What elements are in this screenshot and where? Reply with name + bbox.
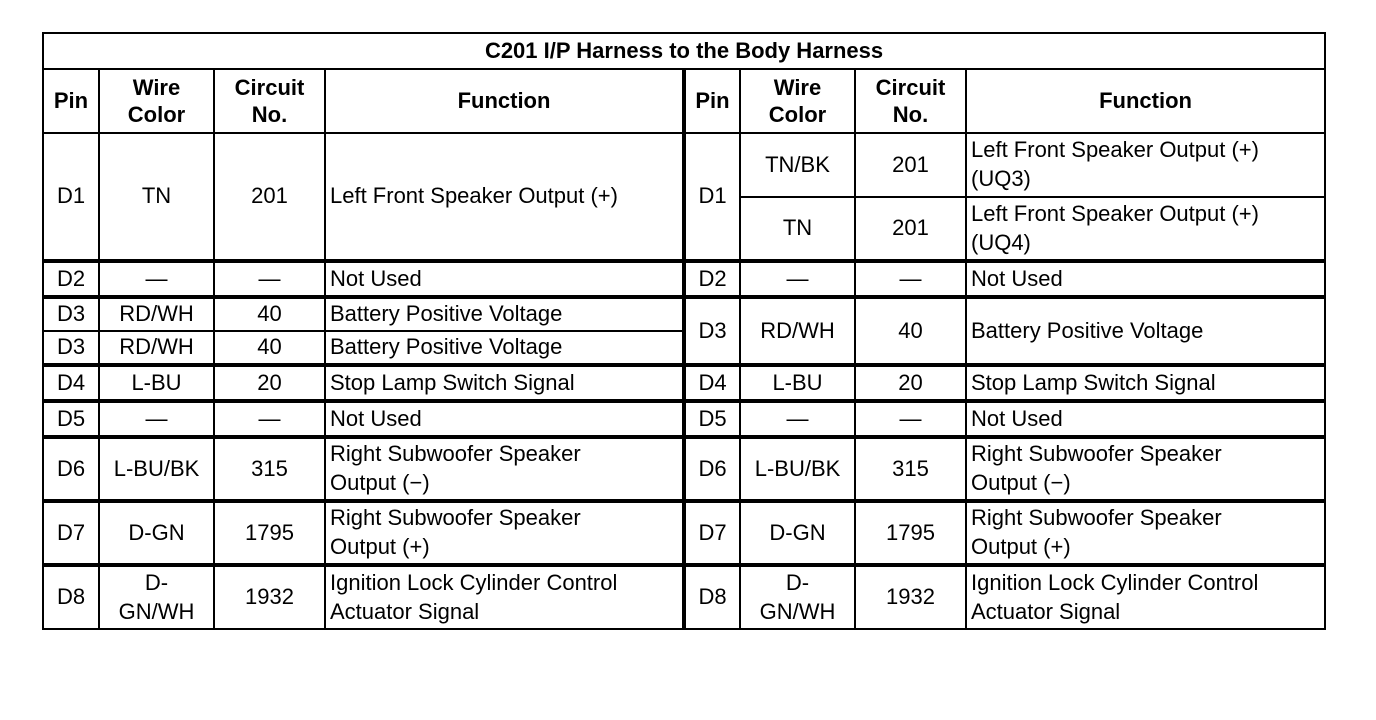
right-d1b-circuit: 201 bbox=[855, 197, 966, 261]
right-d7-function-line2: Output (+) bbox=[971, 534, 1071, 559]
table-row bbox=[43, 261, 1325, 297]
header-function-right: Function bbox=[966, 69, 1325, 133]
table-row bbox=[43, 437, 1325, 501]
left-d8-wire-line1: D- bbox=[144, 569, 169, 595]
header-wire-color-right bbox=[740, 69, 855, 133]
header-circuit bbox=[214, 69, 325, 133]
right-d1b-function-line1: Left Front Speaker Output (+) bbox=[971, 200, 1259, 226]
right-d7-circuit: 1795 bbox=[855, 501, 966, 565]
right-d8-pin: D8 bbox=[684, 565, 740, 629]
left-d5-pin: D5 bbox=[43, 401, 99, 437]
left-d2-function: Not Used bbox=[325, 261, 684, 297]
right-d1-pin: D1 bbox=[684, 133, 740, 261]
table-row bbox=[43, 401, 1325, 437]
left-d6-circuit: 315 bbox=[214, 437, 325, 501]
left-d2-circuit: — bbox=[214, 261, 325, 297]
right-d1b-function-line2: (UQ4) bbox=[971, 229, 1031, 255]
right-d8-wire-line2: GN/WH bbox=[759, 598, 836, 624]
right-d1b-function bbox=[966, 197, 1325, 261]
right-d2-wire: — bbox=[740, 261, 855, 297]
left-d8-function-line2: Actuator Signal bbox=[330, 598, 480, 624]
right-d2-pin: D2 bbox=[684, 261, 740, 297]
left-d1-circuit: 201 bbox=[214, 133, 325, 261]
right-d5-circuit: — bbox=[855, 401, 966, 437]
table-row bbox=[43, 365, 1325, 401]
header-wire-color-right-line2: Color bbox=[768, 102, 827, 127]
header-circuit-right bbox=[855, 69, 966, 133]
right-d8-wire bbox=[740, 565, 855, 629]
left-d5-function: Not Used bbox=[325, 401, 684, 437]
left-d7-function-line1: Right Subwoofer Speaker bbox=[330, 505, 581, 531]
right-d6-circuit: 315 bbox=[855, 437, 966, 501]
header-circuit-line2: No. bbox=[251, 102, 288, 127]
left-d3b-pin: D3 bbox=[43, 331, 99, 365]
left-d6-pin: D6 bbox=[43, 437, 99, 501]
table-row bbox=[43, 501, 1325, 565]
left-d6-function-line2: Output (−) bbox=[330, 470, 430, 495]
table-row bbox=[43, 133, 1325, 197]
left-d3a-function: Battery Positive Voltage bbox=[325, 297, 684, 331]
right-d1a-function bbox=[966, 133, 1325, 197]
right-d2-function: Not Used bbox=[966, 261, 1325, 297]
left-d3b-circuit: 40 bbox=[214, 331, 325, 365]
right-d5-pin: D5 bbox=[684, 401, 740, 437]
left-d8-pin: D8 bbox=[43, 565, 99, 629]
left-d4-wire: L-BU bbox=[99, 365, 214, 401]
title-row bbox=[43, 33, 1325, 69]
right-d4-function: Stop Lamp Switch Signal bbox=[966, 365, 1325, 401]
left-d3a-pin: D3 bbox=[43, 297, 99, 331]
left-d2-wire: — bbox=[99, 261, 214, 297]
header-wire-color-right-line1: Wire bbox=[773, 74, 822, 100]
left-d8-circuit: 1932 bbox=[214, 565, 325, 629]
header-function: Function bbox=[325, 69, 684, 133]
left-d1-function: Left Front Speaker Output (+) bbox=[325, 133, 684, 261]
left-d5-wire: — bbox=[99, 401, 214, 437]
left-d6-wire: L-BU/BK bbox=[99, 437, 214, 501]
left-d4-circuit: 20 bbox=[214, 365, 325, 401]
left-d8-function bbox=[325, 565, 684, 629]
right-d8-function-line1: Ignition Lock Cylinder Control bbox=[971, 569, 1259, 595]
right-d3-pin: D3 bbox=[684, 297, 740, 365]
right-d5-wire: — bbox=[740, 401, 855, 437]
table-row bbox=[43, 297, 1325, 331]
left-d5-circuit: — bbox=[214, 401, 325, 437]
right-d7-pin: D7 bbox=[684, 501, 740, 565]
left-d1-pin: D1 bbox=[43, 133, 99, 261]
right-d7-function bbox=[966, 501, 1325, 565]
right-d4-wire: L-BU bbox=[740, 365, 855, 401]
right-d6-wire: L-BU/BK bbox=[740, 437, 855, 501]
left-d2-pin: D2 bbox=[43, 261, 99, 297]
right-d7-function-line1: Right Subwoofer Speaker bbox=[971, 505, 1222, 531]
right-d6-pin: D6 bbox=[684, 437, 740, 501]
right-d8-wire-line1: D- bbox=[785, 569, 810, 595]
right-d8-function-line2: Actuator Signal bbox=[971, 598, 1121, 624]
header-pin: Pin bbox=[43, 69, 99, 133]
right-d3-wire: RD/WH bbox=[740, 297, 855, 365]
left-d6-function-line1: Right Subwoofer Speaker bbox=[330, 441, 581, 467]
right-d6-function-line2: Output (−) bbox=[971, 470, 1071, 495]
header-row bbox=[43, 69, 1325, 133]
left-d7-function-line2: Output (+) bbox=[330, 534, 430, 559]
header-circuit-line1: Circuit bbox=[234, 74, 305, 100]
left-d8-function-line1: Ignition Lock Cylinder Control bbox=[330, 569, 618, 595]
right-d4-pin: D4 bbox=[684, 365, 740, 401]
right-d6-function bbox=[966, 437, 1325, 501]
left-d4-pin: D4 bbox=[43, 365, 99, 401]
left-d6-function bbox=[325, 437, 684, 501]
left-d8-wire bbox=[99, 565, 214, 629]
header-circuit-right-line1: Circuit bbox=[875, 74, 946, 100]
header-wire-color bbox=[99, 69, 214, 133]
header-circuit-right-line2: No. bbox=[892, 102, 929, 127]
right-d3-circuit: 40 bbox=[855, 297, 966, 365]
right-d5-function: Not Used bbox=[966, 401, 1325, 437]
left-d7-pin: D7 bbox=[43, 501, 99, 565]
left-d7-wire: D-GN bbox=[99, 501, 214, 565]
table-row bbox=[43, 565, 1325, 629]
right-d7-wire: D-GN bbox=[740, 501, 855, 565]
left-d4-function: Stop Lamp Switch Signal bbox=[325, 365, 684, 401]
right-d1b-wire: TN bbox=[740, 197, 855, 261]
header-wire-color-line2: Color bbox=[127, 102, 186, 127]
right-d3-function: Battery Positive Voltage bbox=[966, 297, 1325, 365]
left-d3a-wire: RD/WH bbox=[99, 297, 214, 331]
left-d3a-circuit: 40 bbox=[214, 297, 325, 331]
left-d3b-wire: RD/WH bbox=[99, 331, 214, 365]
header-wire-color-line1: Wire bbox=[132, 74, 181, 100]
connector-table bbox=[42, 32, 1326, 630]
right-d2-circuit: — bbox=[855, 261, 966, 297]
left-d7-function bbox=[325, 501, 684, 565]
right-d1a-function-line1: Left Front Speaker Output (+) bbox=[971, 137, 1259, 163]
table-title: C201 I/P Harness to the Body Harness bbox=[43, 33, 1325, 69]
left-d3b-function: Battery Positive Voltage bbox=[325, 331, 684, 365]
right-d4-circuit: 20 bbox=[855, 365, 966, 401]
left-d7-circuit: 1795 bbox=[214, 501, 325, 565]
left-d8-wire-line2: GN/WH bbox=[118, 598, 195, 624]
right-d8-circuit: 1932 bbox=[855, 565, 966, 629]
right-d8-function bbox=[966, 565, 1325, 629]
left-d1-wire: TN bbox=[99, 133, 214, 261]
right-d1a-circuit: 201 bbox=[855, 133, 966, 197]
right-d1a-wire: TN/BK bbox=[740, 133, 855, 197]
right-d6-function-line1: Right Subwoofer Speaker bbox=[971, 441, 1222, 467]
header-pin-right: Pin bbox=[684, 69, 740, 133]
right-d1a-function-line2: (UQ3) bbox=[971, 166, 1031, 191]
